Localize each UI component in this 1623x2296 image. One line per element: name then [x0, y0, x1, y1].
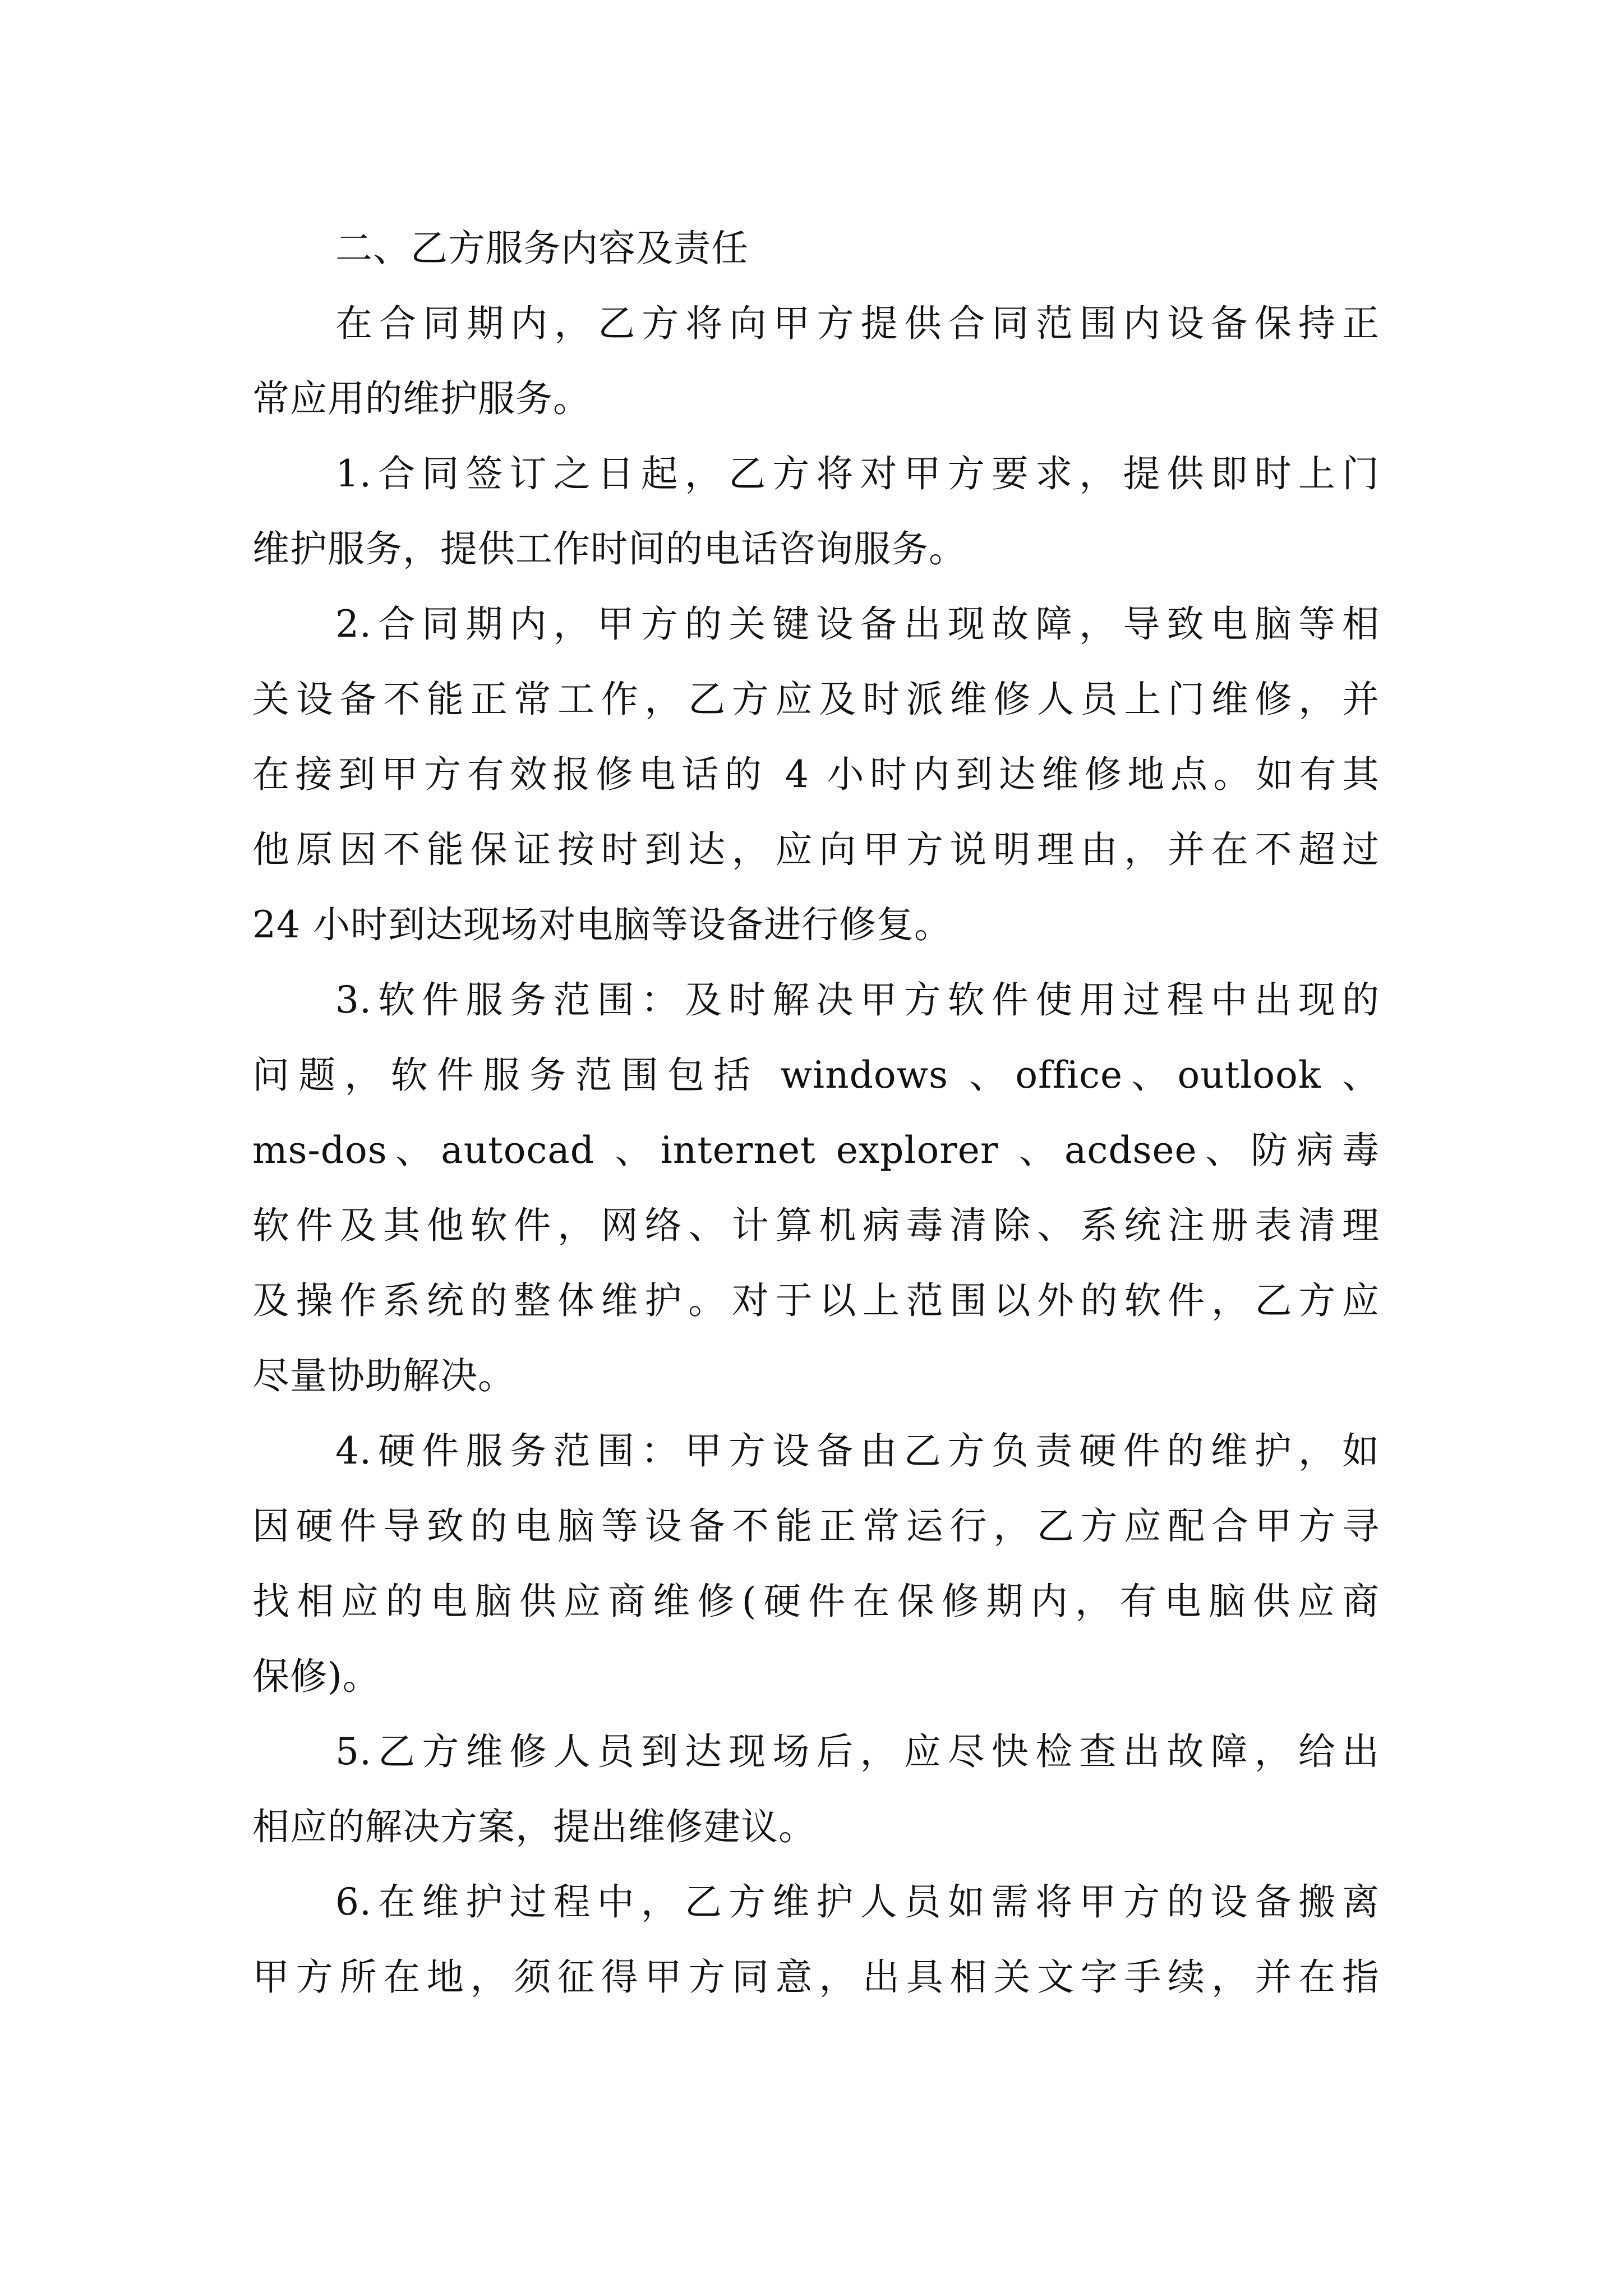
- text-line: 因硬件导致的电脑等设备不能正常运行，乙方应配合甲方寻: [252, 1504, 1380, 1548]
- text-line: 保修)。: [252, 1655, 380, 1698]
- text-line: 尽量协助解决。: [252, 1354, 515, 1397]
- text-line: 他原因不能保证按时到达，应向甲方说明理由，并在不超过: [252, 828, 1380, 871]
- text-line: 1.合同签订之日起，乙方将对甲方要求，提供即时上门: [335, 452, 1380, 495]
- text-line: 甲方所在地，须征得甲方同意，出具相关文字手续，并在指: [252, 1955, 1380, 1999]
- section-heading: 二、乙方服务内容及责任: [335, 227, 749, 270]
- text-line: 6.在维护过程中，乙方维护人员如需将甲方的设备搬离: [335, 1880, 1380, 1924]
- text-line: 找相应的电脑供应商维修(硬件在保修期内，有电脑供应商: [252, 1580, 1380, 1623]
- text-line: 关设备不能正常工作，乙方应及时派维修人员上门维修，并: [252, 678, 1380, 721]
- text-line: 常应用的维护服务。: [252, 377, 591, 420]
- text-line: 2.合同期内，甲方的关键设备出现故障，导致电脑等相: [335, 602, 1380, 646]
- text-line: 相应的解决方案，提出维修建议。: [252, 1805, 816, 1848]
- text-line: 维护服务，提供工作时间的电话咨询服务。: [252, 527, 966, 570]
- text-line: 24 小时到达现场对电脑等设备进行修复。: [252, 903, 952, 946]
- text-line: ms-dos、autocad 、internet explorer 、acdsee、防病毒: [252, 1129, 1380, 1172]
- text-line: 软件及其他软件，网络、计算机病毒清除、系统注册表清理: [252, 1204, 1380, 1247]
- text-line: 3.软件服务范围：及时解决甲方软件使用过程中出现的: [335, 978, 1380, 1022]
- document-body: [252, 211, 1380, 2015]
- text-line: 4.硬件服务范围：甲方设备由乙方负责硬件的维护，如: [335, 1429, 1380, 1473]
- text-line: 5.乙方维修人员到达现场后，应尽快检查出故障，给出: [335, 1730, 1380, 1773]
- text-line: 及操作系统的整体维护。对于以上范围以外的软件，乙方应: [252, 1279, 1380, 1322]
- text-line: 在接到甲方有效报修电话的 4 小时内到达维修地点。如有其: [252, 753, 1380, 796]
- text-line: 问题，软件服务范围包括 windows 、office、outlook 、: [252, 1053, 1380, 1097]
- text-line: 在合同期内，乙方将向甲方提供合同范围内设备保持正: [335, 302, 1380, 345]
- paragraph-lines: [252, 286, 1380, 2015]
